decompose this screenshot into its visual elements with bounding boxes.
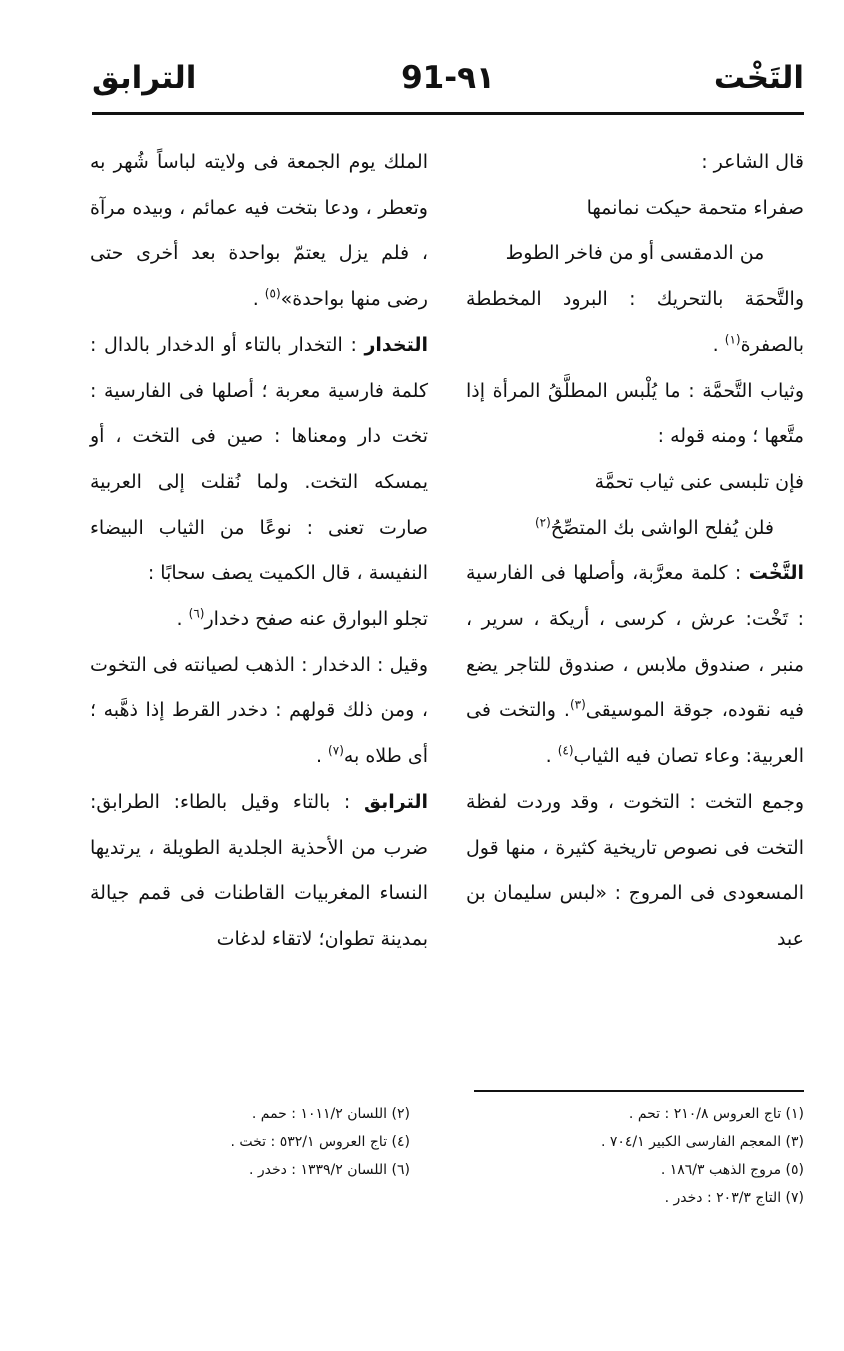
right-column [466,140,804,963]
paragraph-text: والتَّحمَة بالتحريك : البرود المخططة بالصفرة [466,288,804,356]
entry [90,323,428,597]
footnotes-right [444,1100,804,1212]
entry-text: . والتخت فى العربية: وعاء تصان فيه الثياب [466,699,804,768]
footnote: (٧) التاج ٢٠٣/٣ : دخدر . [664,1190,804,1206]
text-line: قال الشاعر : [701,151,804,173]
left-column [90,140,428,963]
entry-text: : بالتاء وقيل بالطاء: الطرابق: ضرب من الأحذية الجلدية الطويلة ، يرتديها النساء المغربيات القاطنات فى قمم جيالة بمدينة تطوان؛ لاتقاء لدغات [90,790,428,950]
note-ref: (٢) [534,515,551,530]
entry-text: : كلمة معرَّبة، وأصلها فى الفارسية : تَخْت: عرش ، كرسى ، أريكة ، سرير ، منبر ، صندوق ملابس ، صندوق للتاجر يضع فيه نقوده، جوقة الموسيقى [466,562,805,722]
header-last-headword: الترابق [92,60,197,96]
verse-line: صفراء متحمة حيكت نمانمها [586,196,804,219]
paragraph: الملك يوم الجمعة فى ولايته لباساً شُهر به وتعطر ، ودعا بتخت فيه عمائم ، وبيده مرآة ، فلم يزل يعتمّ بواحدة بعد أخرى حتى رضى منها بواحدة»$^{(٥)}$ . [90,151,428,311]
verse-text: فلن يُفلح الواشى بك المتصِّحُ [550,516,774,539]
footnote: (٣) المعجم الفارسى الكبير ٧٠٤/١ . [600,1134,804,1150]
note-ref: (٦) [188,606,205,621]
entry: التَّخْت : كلمة معرَّبة، وأصلها فى الفارسية : تَخْت: عرش ، كرسى ، أريكة ، سرير ، منبر ، صندوق ملابس ، صندوق للتاجر يضع فيه نقوده، جوقة الموسيقى$^{(٣)}$. والتخت فى العربية: وعاء تصان فيه الثياب$^{(٤)}$ . [466,562,805,768]
paragraph-text: وقيل : الدخدار : الذهب لصيانته فى التخوت ، ومن ذلك قولهم : دخدر القرط إذا ذهَّبه ؛ أى طلاه به [90,653,428,768]
footnote: (٥) مروج الذهب ١٨٦/٣ . [660,1162,804,1178]
headword-takhdar: التخدار [364,333,428,356]
footnote: (٤) تاج العروس ٥٣٢/١ : تخت . [230,1134,410,1150]
footnote: (٢) اللسان ١٠١١/٢ : حمم . [251,1106,410,1122]
verse-line: من الدمقسى أو من فاخر الطوط [505,242,765,265]
paragraph: وثياب التَّحمَّة : ما يُلْبس المطلَّقُ المرأة إذا متَّعها ؛ ومنه قوله : [466,379,804,448]
footnote-rule [474,1090,804,1092]
page-number: 91-٩١ [401,60,495,96]
verse-line: تجلو البوارق عنه صفح دخدار$^{(٦)}$ . [176,606,428,631]
footnotes-left [90,1100,410,1184]
entry [90,780,428,963]
paragraph: وقيل : الدخدار : الذهب لصيانته فى التخوت ، ومن ذلك قولهم : دخدر القرط إذا ذهَّبه ؛ أى طلاه به$^{(٧)}$ . [90,653,428,768]
paragraph-text: الملك يوم الجمعة فى ولايته لباساً شُهر به وتعطر ، ودعا بتخت فيه عمائم ، وبيده مرآة ، فلم يزل يعتمّ بواحدة بعد أخرى حتى رضى منها بواحدة» [90,151,428,311]
verse-line [466,506,804,552]
note-ref: (٥) [264,286,281,301]
entry-text: : التخدار بالتاء أو الدخدار بالدال : كلمة فارسية معربة ؛ أصلها فى الفارسية : تخت دار ومعناها : صين فى التخت ، أو يمسكه التخت. ولما نُقلت إلى العربية صارت تعنى : نوعًا من الثياب البيضاء النفيسة ، قال الكميت يصف سحابًا : [90,333,428,585]
note-ref: (١) [724,332,741,347]
note-ref: (٤) [557,743,574,758]
paragraph: وجمع التخت : التخوت ، وقد وردت لفظة التخت فى نصوص تاريخية كثيرة ، منها قول المسعودى فى المروج : «لبس سليمان بن عبد [466,790,804,950]
header-rule [92,112,804,115]
headword-tarabiq: الترابق [364,790,428,813]
verse-line: فإن تلبسى عنى ثياب تحمَّة [594,470,804,493]
footnote: (٦) اللسان ١٣٣٩/٢ : دخدر . [248,1162,410,1178]
page-header [92,60,804,110]
note-ref: (٣) [569,698,586,713]
header-first-headword: التَخْت [713,60,804,96]
headword-takht: التَّخْت [748,562,804,585]
paragraph: والتَّحمَة بالتحريك : البرود المخططة بالصفرة$^{(١)}$ . [466,288,804,356]
verse-text: تجلو البوارق عنه صفح دخدار [204,608,428,631]
note-ref: (٧) [328,743,344,758]
footnote: (١) تاج العروس ٢١٠/٨ : تحم . [628,1106,804,1122]
